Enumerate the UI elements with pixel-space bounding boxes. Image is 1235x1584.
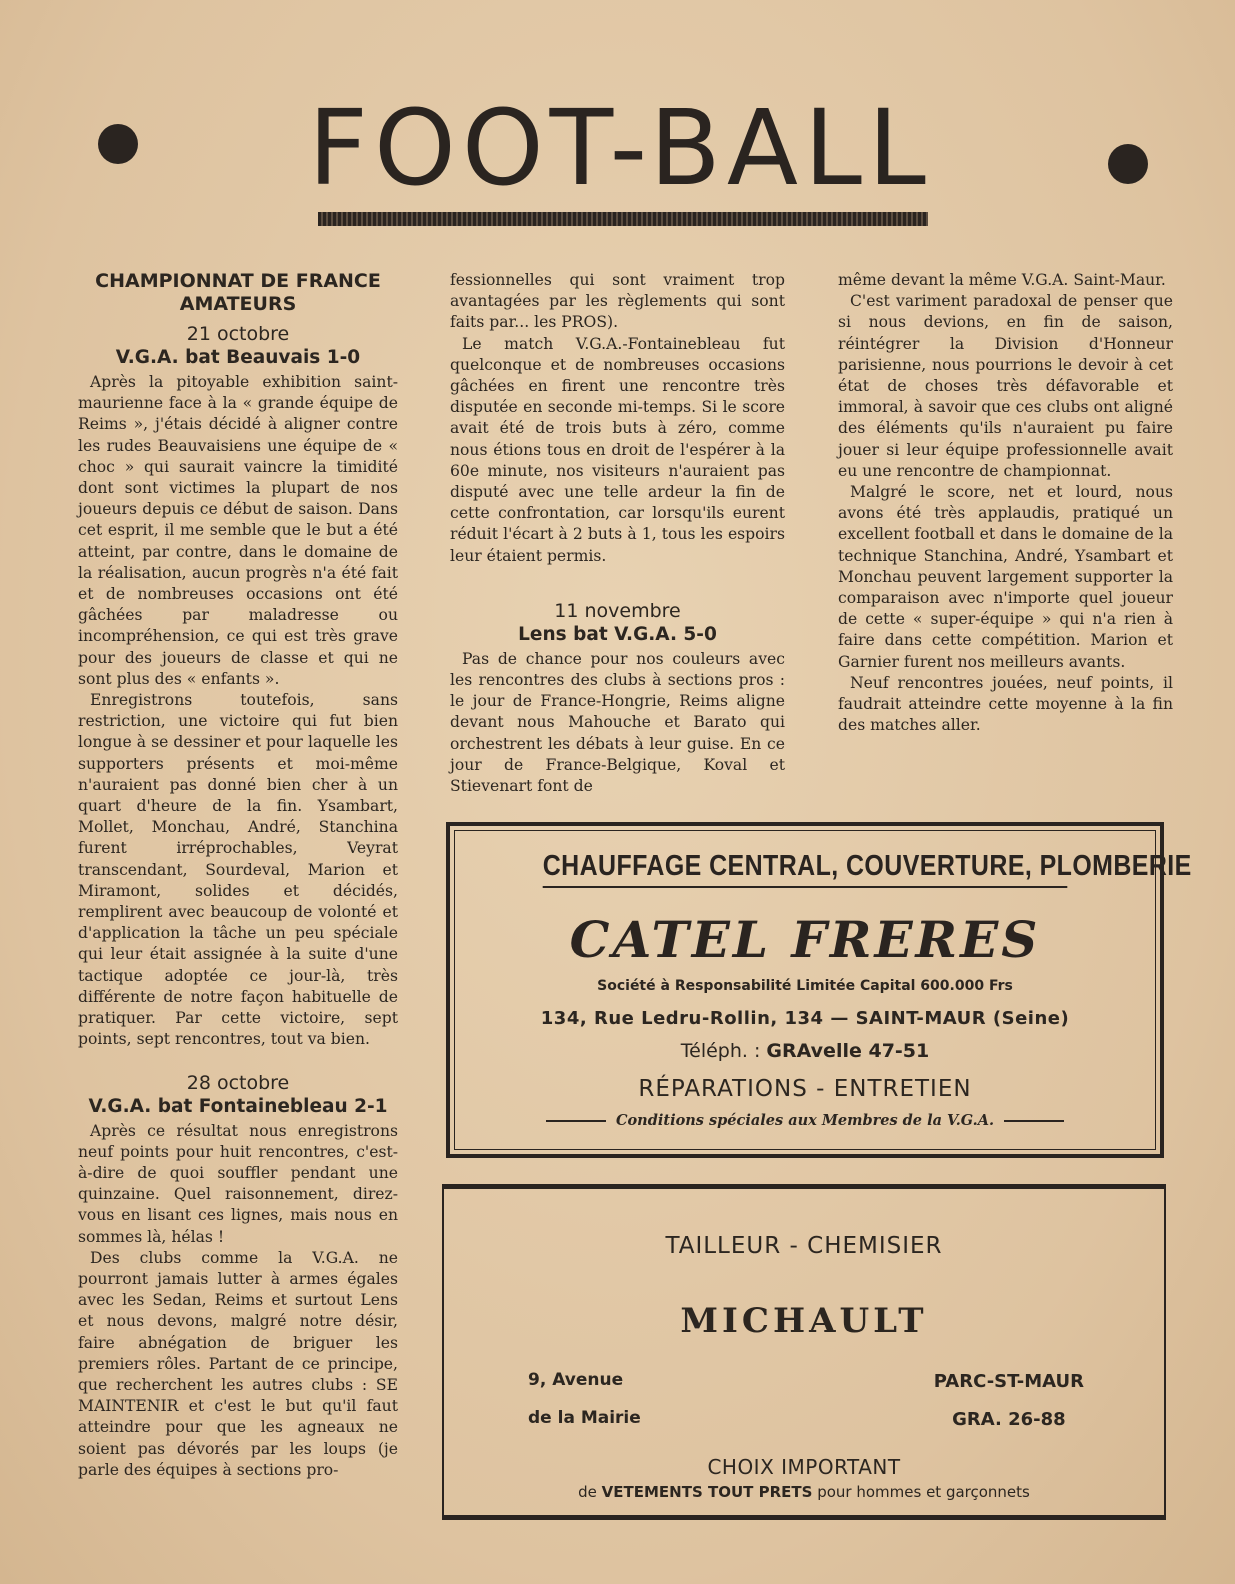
bullet-left-icon [98, 124, 138, 164]
ad-slogan: CHOIX IMPORTANT [707, 1455, 901, 1479]
ad-location [934, 1363, 1084, 1439]
divider [546, 1120, 606, 1122]
article-paragraph: Le match V.G.A.-Fontainebleau fut quelconque et de nombreuses occasions gâchées en firent une rencontre très disputée en seconde mi-temps. Si le score avait été de trois buts à zéro, comme nous étions tous en droit de l'espérer à la 60e minute, nos visiteurs n'auraient pas disputé avec une telle ardeur la fin de cette confrontation, car lorsqu'ils eurent réduit l'écart à 2 buts à 1, tous les espoirs leur étaient permis. [450, 334, 785, 565]
ad-services: RÉPARATIONS - ENTRETIEN [638, 1076, 972, 1102]
advertisement-michault [442, 1184, 1166, 1520]
ad-phone-label: Téléph. : [680, 1040, 761, 1062]
section-subheading: AMATEURS [179, 293, 297, 315]
ad-phone-value: GRAvelle 47-51 [766, 1040, 930, 1062]
match-result: V.G.A. bat Beauvais 1-0 [115, 347, 361, 368]
article-paragraph: fessionnelles qui sont vraiment trop avantagées par les règlements qui sont faits par... les PROS). [450, 271, 785, 332]
bullet-right-icon [1108, 144, 1148, 184]
ad-products-bold: VETEMENTS TOUT PRETS [601, 1483, 813, 1501]
section-heading: CHAMPIONNAT DE FRANCE [95, 270, 381, 292]
match-result: V.G.A. bat Fontainebleau 2-1 [88, 1095, 388, 1117]
ad-company-info: Société à Responsabilité Limitée Capital 600.000 Frs [597, 978, 1013, 994]
article-paragraph: même devant la même V.G.A. Saint-Maur. [838, 271, 1166, 289]
article-paragraph: C'est variment paradoxal de penser que si nous devions, en fin de saison, réintégrer la Division d'Honneur parisienne, nous pourrions le devoir à cet état de choses très défavorable et immoral, à savoir que ces clubs ont aligné des éléments qu'ils n'auraient pu faire jouer si leur équipe professionnelle avait eu une rencontre de championnat. [838, 292, 1173, 480]
article-paragraph: Des clubs comme la V.G.A. ne pourront jamais lutter à armes égales avec les Sedan, Reims et surtout Lens et nous devons, malgré notre désir, faire abnégation de briguer les premiers rôles. Partant de ce principe, que recherchent les autres clubs : SE MAINTENIR et c'est le but qu'il faut atteindre pour que les agneaux ne soient pas dévorés par les loups (je parle des équipes à sections pro- [78, 1248, 398, 1479]
ad-conditions-text: Conditions spéciales aux Membres de la V.G.A. [615, 1112, 995, 1129]
ad-products-post: pour hommes et garçonnets [817, 1483, 1030, 1501]
divider [1004, 1120, 1064, 1122]
ad-address: 134, Rue Ledru-Rollin, 134 — SAINT-MAUR (Seine) [540, 1008, 1070, 1029]
article-paragraph: Pas de chance pour nos couleurs avec les rencontres des clubs à sections pros : le jour de France-Hongrie, Reims aligne devant nous Mahouche et Barato qui orchestrent les débats à leur guise. En ce jour de France-Belgique, Koval et Stievenart font de [450, 649, 785, 796]
article-paragraph: Enregistrons toutefois, sans restriction, une victoire qui fut bien longue à se dessiner et pour laquelle les supporters présents et moi-même n'auraient pas donné bien cher à un quart d'heure de la fin. Ysambart, Mollet, Monchau, André, Stanchina furent irréprochables, Veyrat transcendant, Sourdeval, Marion et Miramont, solides et décidés, remplirent avec beaucoup de volonté et d'application la tâche un peu spéciale qui leur était assignée à la suite d'une tactique adoptée ce jour-là, très différente de notre façon habituelle de pratiquer. Par cette victoire, sept points, sept rencontres, tout va bien. [78, 691, 398, 1049]
match-date: 21 octobre [186, 323, 290, 345]
ad-trades: TAILLEUR - CHEMISIER [665, 1233, 943, 1259]
ad-company-name: CATEL FRERES [569, 910, 1041, 969]
ad-city: PARC-ST-MAUR [933, 1371, 1084, 1392]
ad-products [444, 1483, 1164, 1501]
title-underline [318, 212, 928, 226]
column-2 [450, 270, 785, 797]
article-paragraph: Neuf rencontres jouées, neuf points, il faudrait atteindre cette moyenne à la fin des matches aller. [838, 673, 1173, 735]
ad-conditions [450, 1112, 1160, 1129]
page-title: FOOT-BALL [308, 87, 932, 209]
column-3 [838, 270, 1173, 736]
ad-address-line: de la Mairie [528, 1408, 641, 1428]
ad-address [528, 1361, 641, 1437]
article-paragraph: Après la pitoyable exhibition saint-maurienne face à la « grande équipe de Reims », j'étais décidé à aligner contre les rudes Beauvaisiens une équipe de « choc » qui saurait vaincre la timidité dont sont victimes la plupart de nos joueurs depuis ce début de saison. Dans cet esprit, il me semble que le but a été atteint, par contre, dans le domaine de la réalisation, aucun progrès n'a été fait et de nombreuses occasions ont été gâchées par maladresse ou incompréhension, ce qui est très grave pour des joueurs de classe et qui ne sont plus des « enfants ». [78, 373, 398, 688]
match-date: 11 novembre [554, 599, 681, 622]
ad-trades: CHAUFFAGE CENTRAL, COUVERTURE, PLOMBERIE [543, 848, 1068, 888]
article-paragraph: Malgré le score, net et lourd, nous avons été très applaudis, pratiqué un excellent football et dans le domaine de la technique Stanchina, André, Ysambart et Monchau peuvent largement supporter la comparaison avec n'importe quel joueur de cette « super-équipe » qui n'a rien à faire dans cette compétition. Marion et Garnier furent nos meilleurs avants. [838, 483, 1173, 671]
ad-company-name: MICHAULT [680, 1301, 928, 1341]
advertisement-catel [446, 822, 1192, 1158]
ad-address-line: 9, Avenue [528, 1370, 624, 1390]
match-date: 28 octobre [186, 1071, 290, 1094]
ad-phone [450, 1040, 1160, 1062]
ad-products-pre: de [578, 1483, 597, 1501]
article-paragraph: Après ce résultat nous enregistrons neuf points pour huit rencontres, c'est-à-dire de quoi souffler pendant une quinzaine. Quel raisonnement, direz-vous en lisant ces lignes, mais nous en sommes là, hélas ! [78, 1121, 398, 1246]
ad-phone: GRA. 26-88 [952, 1409, 1066, 1430]
match-result: Lens bat V.G.A. 5-0 [518, 623, 717, 645]
column-1 [78, 270, 398, 1481]
